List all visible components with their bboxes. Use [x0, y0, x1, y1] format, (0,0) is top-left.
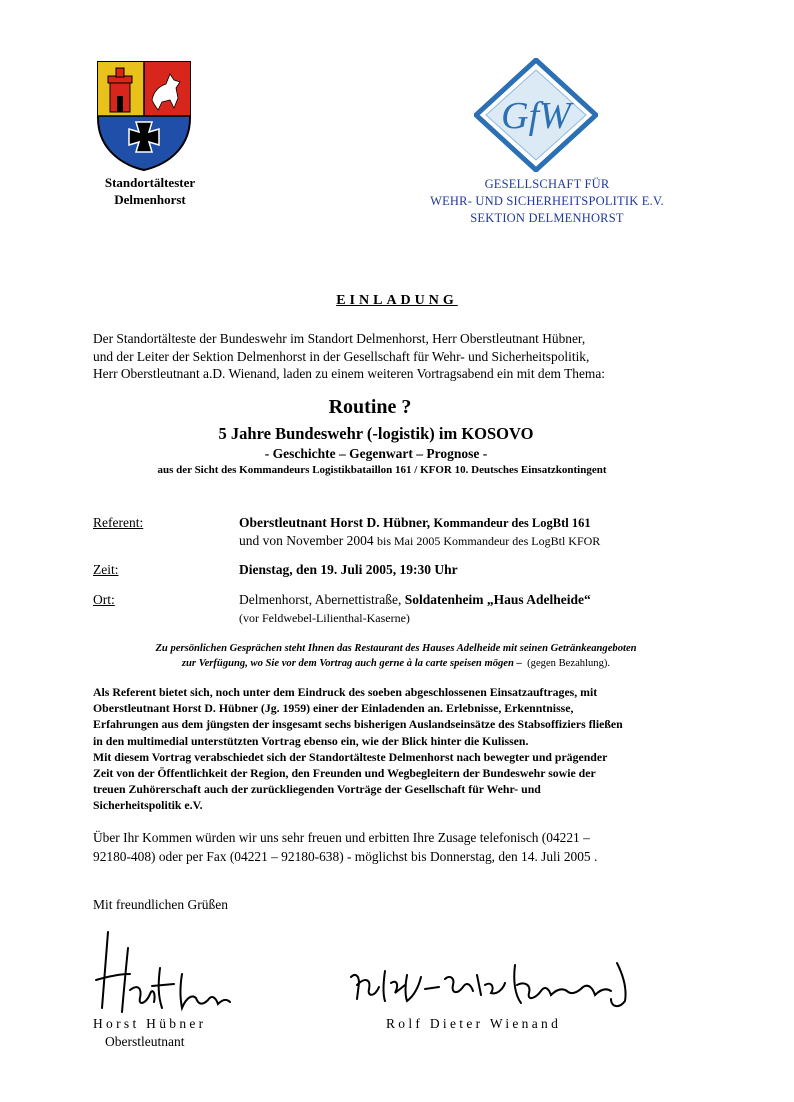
- right-org-line3: SEKTION DELMENHORST: [470, 211, 624, 225]
- invitation-heading: [0, 293, 794, 309]
- signer2-name: Rolf Dieter Wienand: [386, 1016, 562, 1031]
- ort-value-2-text: (vor Feldwebel-Lilienthal-Kaserne): [239, 611, 410, 625]
- intro-line: Der Standortälteste der Bundeswehr im Standort Delmenhorst, Herr Oberstleutnant Hübner,: [93, 331, 586, 346]
- intro-line: und der Leiter der Sektion Delmenhorst in der Gesellschaft für Wehr- und Sicherheitspolitik,: [93, 348, 590, 364]
- body-line: Mit diesem Vortrag verabschiedet sich der Standortälteste Delmenhorst nach bewegter und prägender: [93, 749, 608, 764]
- ort-value-2: [239, 610, 410, 626]
- invitation-heading-text: EINLADUNG: [336, 293, 458, 308]
- topic-title: Routine ?: [328, 396, 412, 418]
- body-line: Zeit von der Öffentlichkeit der Region, den Freunden und Wegbegleitern der Bundeswehr sowie der: [93, 766, 596, 781]
- ort-value-a: Delmenhorst, Abernettistraße,: [239, 592, 402, 607]
- gfw-logo-text: GfW: [501, 95, 571, 137]
- signer1-rank: Oberstleutnant: [105, 1034, 185, 1049]
- intro-line: Herr Oberstleutnant a.D. Wienand, laden zu einem weiteren Vortragsabend ein mit dem Thema:: [93, 366, 605, 381]
- topic-subtitle: 5 Jahre Bundeswehr (-logistik) im KOSOVO: [218, 424, 534, 443]
- zeit-value: Dienstag, den 19. Juli 2005, 19:30 Uhr: [239, 562, 458, 577]
- greeting: Mit freundlichen Grüßen: [93, 897, 228, 912]
- left-org-line1: Standortältester: [104, 175, 196, 190]
- right-org-line2: WEHR- UND SICHERHEITSPOLITIK E.V.: [430, 194, 664, 208]
- referent-role: Kommandeur des LogBtl 161: [433, 516, 591, 530]
- body-line: Oberstleutnant Horst D. Hübner (Jg. 1959) einer der Einladenden an. Erlebnisse, Erkenntnisse,: [93, 701, 574, 716]
- note-line2-paren: (gegen Bezahlung).: [527, 658, 611, 669]
- ort-label: Ort:: [93, 592, 115, 607]
- topic-subtitle-2: - Geschichte – Gegenwart – Prognose -: [264, 446, 488, 461]
- topic-subtitle-3: aus der Sicht des Kommandeurs Logistikbataillon 161 / KFOR 10. Deutsches Einsatzkontingent: [157, 464, 607, 476]
- note-line2-text: zur Verfügung, wo Sie vor dem Vortrag auch gerne à la carte speisen mögen –: [181, 658, 522, 669]
- gfw-logo-icon: [474, 58, 598, 172]
- signer1-name: Horst Hübner: [93, 1016, 207, 1031]
- note-line1: Zu persönlichen Gesprächen steht Ihnen das Restaurant des Hauses Adelheide mit seinen Getränkeangeboten: [155, 643, 637, 654]
- ort-value-b: Soldatenheim „Haus Adelheide“: [404, 592, 591, 607]
- ort-value: [239, 592, 591, 608]
- referent-label: Referent:: [93, 515, 144, 530]
- left-org-line2: Delmenhorst: [114, 192, 186, 207]
- referent-line2b: bis Mai 2005 Kommandeur des LogBtl KFOR: [376, 534, 601, 548]
- intro-paragraph: [93, 330, 713, 383]
- referent-line2a: und von November 2004: [239, 533, 374, 548]
- left-organization: [80, 174, 220, 208]
- signature-wienand-icon: [345, 955, 645, 1017]
- zeit-label: Zeit:: [93, 562, 119, 577]
- body-line: in den multimedial unterstützten Vortrag ebenso ein, wie der Blick hinter die Kulissen.: [93, 733, 529, 748]
- right-org-line1: GESELLSCHAFT FÜR: [484, 177, 610, 191]
- note-line2: [60, 656, 732, 671]
- signature-huebner-icon: [90, 928, 240, 1020]
- rsvp-paragraph: [93, 828, 713, 866]
- body-paragraph: [93, 684, 733, 814]
- rsvp-line: 92180-408) oder per Fax (04221 – 92180-638) - möglichst bis Donnerstag, den 14. Juli 2005 .: [93, 849, 598, 864]
- restaurant-note: [60, 641, 732, 671]
- standort-crest-icon: [96, 60, 192, 172]
- body-line: Erfahrungen aus dem jüngsten der insgesamt sechs bisherigen Auslandseinsätze des Stabsoffiziers fließen: [93, 717, 623, 732]
- referent-name: Oberstleutnant Horst D. Hübner,: [239, 515, 431, 530]
- body-line: Als Referent bietet sich, noch unter dem Eindruck des soeben abgeschlossenen Einsatzauftrages, mit: [93, 685, 598, 699]
- body-line: Sicherheitspolitik e.V.: [93, 798, 203, 813]
- right-organization: [412, 176, 682, 227]
- rsvp-line: Über Ihr Kommen würden wir uns sehr freuen und erbitten Ihre Zusage telefonisch (04221 –: [93, 830, 590, 845]
- referent-value: [239, 515, 591, 531]
- body-line: treuen Zuhörerschaft auch der zurückliegenden Vorträge der Gesellschaft für Wehr- und: [93, 782, 541, 797]
- referent-value-2: [239, 533, 600, 549]
